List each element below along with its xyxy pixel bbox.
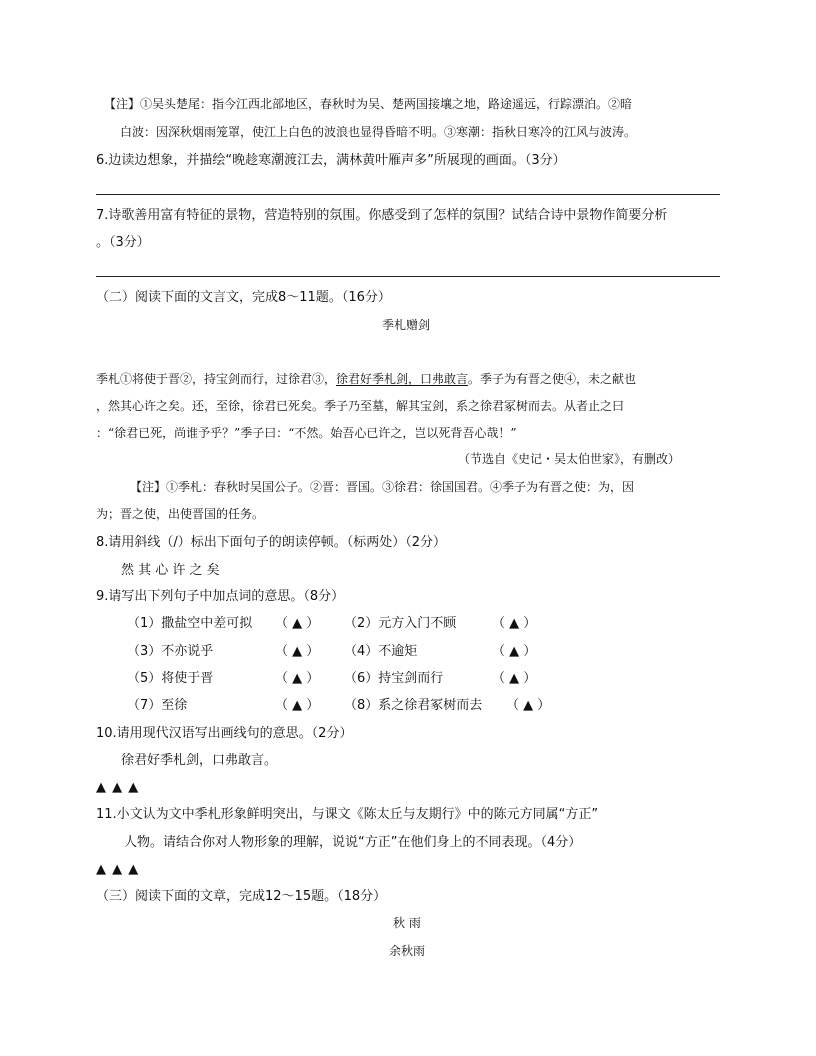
question-11-line-1: 11.小文认为文中季札形象鲜明突出，与课文《陈太丘与友期行》中的陈元方同属“方正” — [96, 807, 599, 822]
classical-text-line-2: ，然其心许之矣。还，至徐，徐君已死矣。季子乃至墓，解其宝剑，系之徐君冢树而去。从者止之曰 — [96, 399, 625, 413]
poem-note-line-1: 【注】①吴头楚尾：指今江西北部地区，春秋时为吴、楚两国接壤之地，路途遥远，行踪漂泊。②暗 — [104, 97, 633, 111]
question-11-line-2: 人物。请结合你对人物形象的理解，说说“方正”在他们身上的不同表现。（4分） — [124, 835, 582, 850]
question-8: 8.请用斜线（/）标出下面句子的朗读停顿。（标两处）（2分） — [96, 535, 447, 550]
classical-text-line-1-part-b: 。季子为有晋之使④，未之献也 — [468, 372, 637, 386]
q9-item-5-answer: （ ▲ ） — [275, 671, 320, 686]
q9-item-7-label: （7）至徐 — [127, 698, 188, 713]
q9-item-3-answer: （ ▲ ） — [275, 644, 320, 659]
q9-item-7-answer: （ ▲ ） — [275, 698, 320, 713]
q9-item-1-label: （1）撒盐空中差可拟 — [127, 616, 253, 631]
section-3-heading: （三）阅读下面的文章，完成12～15题。（18分） — [96, 889, 387, 904]
q9-item-4-answer: （ ▲ ） — [492, 644, 537, 659]
q9-item-6-answer: （ ▲ ） — [492, 671, 537, 686]
question-7-line-2: 。（3分） — [96, 235, 150, 250]
answer-line-q7 — [96, 276, 720, 277]
classical-text-line-3: ：“徐君已死，尚谁予乎？”季子曰：“不然。始吾心已许之，岂以死背吾心哉！” — [96, 426, 517, 440]
q9-item-4-label: （4）不逾矩 — [344, 644, 418, 659]
classical-text-line-1 — [96, 373, 636, 385]
poem-note-line-2: 白波：因深秋烟雨笼罩，使江上白色的波浪也显得昏暗不明。③寒潮：指秋日寒冷的江风与波涛。 — [120, 125, 637, 139]
classical-text-line-1-part-a: 季札①将使于晋②，持宝剑而行，过徐君③， — [96, 372, 337, 386]
question-8-sentence: 然 其 心 许 之 矣 — [121, 563, 220, 578]
answer-line-q6 — [96, 194, 720, 195]
q9-item-3-label: （3）不亦说乎 — [127, 644, 214, 659]
section-2-heading: （二）阅读下面的文言文，完成8～11题。（16分） — [96, 290, 391, 305]
q9-item-8-label: （8）系之徐君冢树而去 — [344, 698, 483, 713]
question-9: 9.请写出下列句子中加点词的意思。（8分） — [96, 589, 345, 604]
question-6: 6.边读边想象，并描绘“晚趁寒潮渡江去，满林黄叶雁声多”所展现的画面。（3分） — [96, 153, 566, 168]
q9-item-8-answer: （ ▲ ） — [506, 698, 551, 713]
q9-item-6-label: （6）持宝剑而行 — [344, 671, 444, 686]
question-10-sentence: 徐君好季札剑，口弗敢言。 — [121, 753, 278, 768]
q11-answer-placeholder: ▲ ▲ ▲ — [96, 862, 140, 877]
section-2-title: 季札赠剑 — [382, 318, 431, 332]
q9-item-2-answer: （ ▲ ） — [492, 616, 537, 631]
classical-note-line-1: 【注】①季札：春秋时吴国公子。②晋：晋国。③徐君：徐国国君。④季子为有晋之使：为，因 — [130, 480, 635, 494]
classical-note-line-2: 为；晋之使，出使晋国的任务。 — [96, 507, 265, 521]
q10-answer-placeholder: ▲ ▲ ▲ — [96, 780, 140, 795]
q9-item-1-answer: （ ▲ ） — [275, 616, 320, 631]
underlined-sentence: 徐君好季札剑，口弗敢言 — [336, 372, 469, 386]
question-10: 10.请用现代汉语写出画线句的意思。（2分） — [96, 726, 353, 741]
q9-item-5-label: （5）将使于晋 — [127, 671, 214, 686]
section-3-title: 秋 雨 — [393, 916, 421, 930]
section-3-author: 余秋雨 — [389, 944, 426, 958]
question-7-line-1: 7.诗歌善用富有特征的景物，营造特别的氛围。你感受到了怎样的氛围？试结合诗中景物作简要分析 — [96, 208, 668, 223]
q9-item-2-label: （2）元方入门不顾 — [344, 616, 457, 631]
classical-text-source: （节选自《史记・吴太伯世家》，有删改） — [458, 452, 681, 466]
